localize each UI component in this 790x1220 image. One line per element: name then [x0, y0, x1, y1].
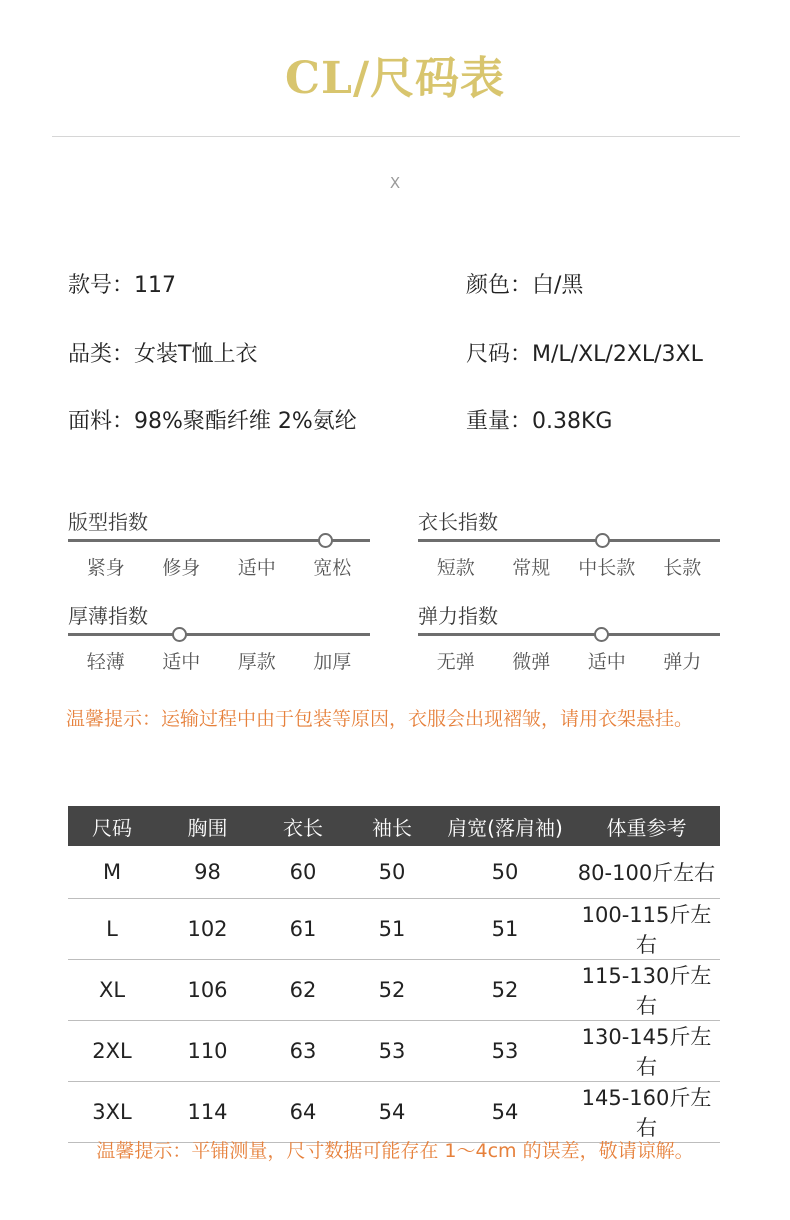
- scale-elasticity-marker: [594, 627, 609, 642]
- info-label: 款号：: [68, 273, 135, 298]
- info-color: [466, 268, 583, 299]
- info-weight: [466, 404, 612, 435]
- table-cell: 50: [437, 846, 573, 899]
- header-sleeve: 袖长: [347, 806, 437, 846]
- table-cell: 102: [156, 899, 259, 960]
- table-cell: M: [68, 846, 156, 899]
- scale-option: 适中: [587, 651, 626, 673]
- scale-option: 弹力: [663, 651, 702, 673]
- scale-option: 适中: [162, 651, 201, 673]
- info-label: 尺码：: [466, 342, 533, 367]
- scale-option: 适中: [237, 557, 276, 579]
- shipping-tip: 温馨提示：运输过程中由于包装等原因，衣服会出现褶皱，请用衣架悬挂。: [66, 708, 694, 730]
- table-cell: 51: [437, 899, 573, 960]
- scale-elasticity-title: 弹力指数: [418, 604, 498, 628]
- scale-length-marker: [595, 533, 610, 548]
- scale-option: 常规: [512, 557, 551, 579]
- table-cell: 60: [259, 846, 347, 899]
- table-row: [68, 960, 720, 1021]
- scale-option: 宽松: [313, 557, 352, 579]
- table-row: [68, 846, 720, 899]
- table-row: [68, 1082, 720, 1143]
- scale-option: 修身: [162, 557, 201, 579]
- info-category: [68, 337, 257, 368]
- title-divider: [52, 136, 740, 137]
- table-cell: 64: [259, 1082, 347, 1143]
- scale-option: 轻薄: [86, 651, 125, 673]
- info-value: 女装T恤上衣: [134, 342, 258, 367]
- scale-option: 微弹: [512, 651, 551, 673]
- table-cell: 52: [437, 960, 573, 1021]
- table-cell: 2XL: [68, 1021, 156, 1082]
- scale-option: 短款: [436, 557, 475, 579]
- table-cell: 61: [259, 899, 347, 960]
- scale-option: 加厚: [313, 651, 352, 673]
- table-header-row: [68, 806, 720, 846]
- header-size: 尺码: [68, 806, 156, 846]
- scale-thickness-track: [68, 633, 370, 636]
- table-cell: 53: [437, 1021, 573, 1082]
- info-label: 品类：: [68, 342, 135, 367]
- header-length: 衣长: [259, 806, 347, 846]
- info-label: 面料：: [68, 409, 135, 434]
- table-cell: 3XL: [68, 1082, 156, 1143]
- table-cell: 54: [437, 1082, 573, 1143]
- table-cell: 62: [259, 960, 347, 1021]
- table-cell: 51: [347, 899, 437, 960]
- scale-length-track: [418, 539, 720, 542]
- info-fabric: [68, 404, 357, 435]
- table-cell: 145-160斤左右: [573, 1082, 720, 1143]
- info-label: 颜色：: [466, 273, 533, 298]
- info-value: 0.38KG: [532, 409, 613, 434]
- page-title: CL/尺码表: [284, 53, 506, 104]
- table-cell: 98: [156, 846, 259, 899]
- table-cell: 50: [347, 846, 437, 899]
- scale-thickness-title: 厚薄指数: [68, 604, 148, 628]
- scale-option: 中长款: [578, 557, 636, 579]
- table-cell: 100-115斤左右: [573, 899, 720, 960]
- scale-option: 厚款: [237, 651, 276, 673]
- table-cell: 54: [347, 1082, 437, 1143]
- table-cell: 53: [347, 1021, 437, 1082]
- scale-fit-title: 版型指数: [68, 510, 148, 534]
- measurement-tip: 温馨提示：平铺测量，尺寸数据可能存在 1～4cm 的误差，敬请谅解。: [96, 1140, 694, 1162]
- table-cell: 110: [156, 1021, 259, 1082]
- scale-elasticity-track: [418, 633, 720, 636]
- table-cell: 80-100斤左右: [573, 846, 720, 899]
- table-cell: 106: [156, 960, 259, 1021]
- scale-thickness-marker: [172, 627, 187, 642]
- header-weight: 体重参考: [573, 806, 720, 846]
- info-value: 98%聚酯纤维 2%氨纶: [134, 409, 357, 434]
- scale-option: 紧身: [86, 557, 125, 579]
- table-row: [68, 899, 720, 960]
- info-value: 117: [134, 273, 177, 298]
- header-chest: 胸围: [156, 806, 259, 846]
- info-sizes: [466, 337, 703, 368]
- scale-option: 无弹: [436, 651, 475, 673]
- scale-thickness-labels: [68, 647, 370, 674]
- table-cell: XL: [68, 960, 156, 1021]
- table-row: [68, 1021, 720, 1082]
- table-cell: 63: [259, 1021, 347, 1082]
- scale-length-title: 衣长指数: [418, 510, 498, 534]
- table-cell: 52: [347, 960, 437, 1021]
- info-value: M/L/XL/2XL/3XL: [532, 342, 703, 367]
- table-cell: 115-130斤左右: [573, 960, 720, 1021]
- scale-option: 长款: [663, 557, 702, 579]
- header-shoulder: 肩宽(落肩袖): [437, 806, 573, 846]
- table-cell: 130-145斤左右: [573, 1021, 720, 1082]
- table-cell: L: [68, 899, 156, 960]
- size-table: [68, 806, 720, 1143]
- scale-length-labels: [418, 553, 720, 580]
- info-value: 白/黑: [532, 273, 584, 298]
- scale-fit-labels: [68, 553, 370, 580]
- scale-elasticity-labels: [418, 647, 720, 674]
- x-mark: X: [389, 174, 401, 192]
- scale-fit-marker: [318, 533, 333, 548]
- table-cell: 114: [156, 1082, 259, 1143]
- info-label: 重量：: [466, 409, 533, 434]
- info-style-no: [68, 268, 176, 299]
